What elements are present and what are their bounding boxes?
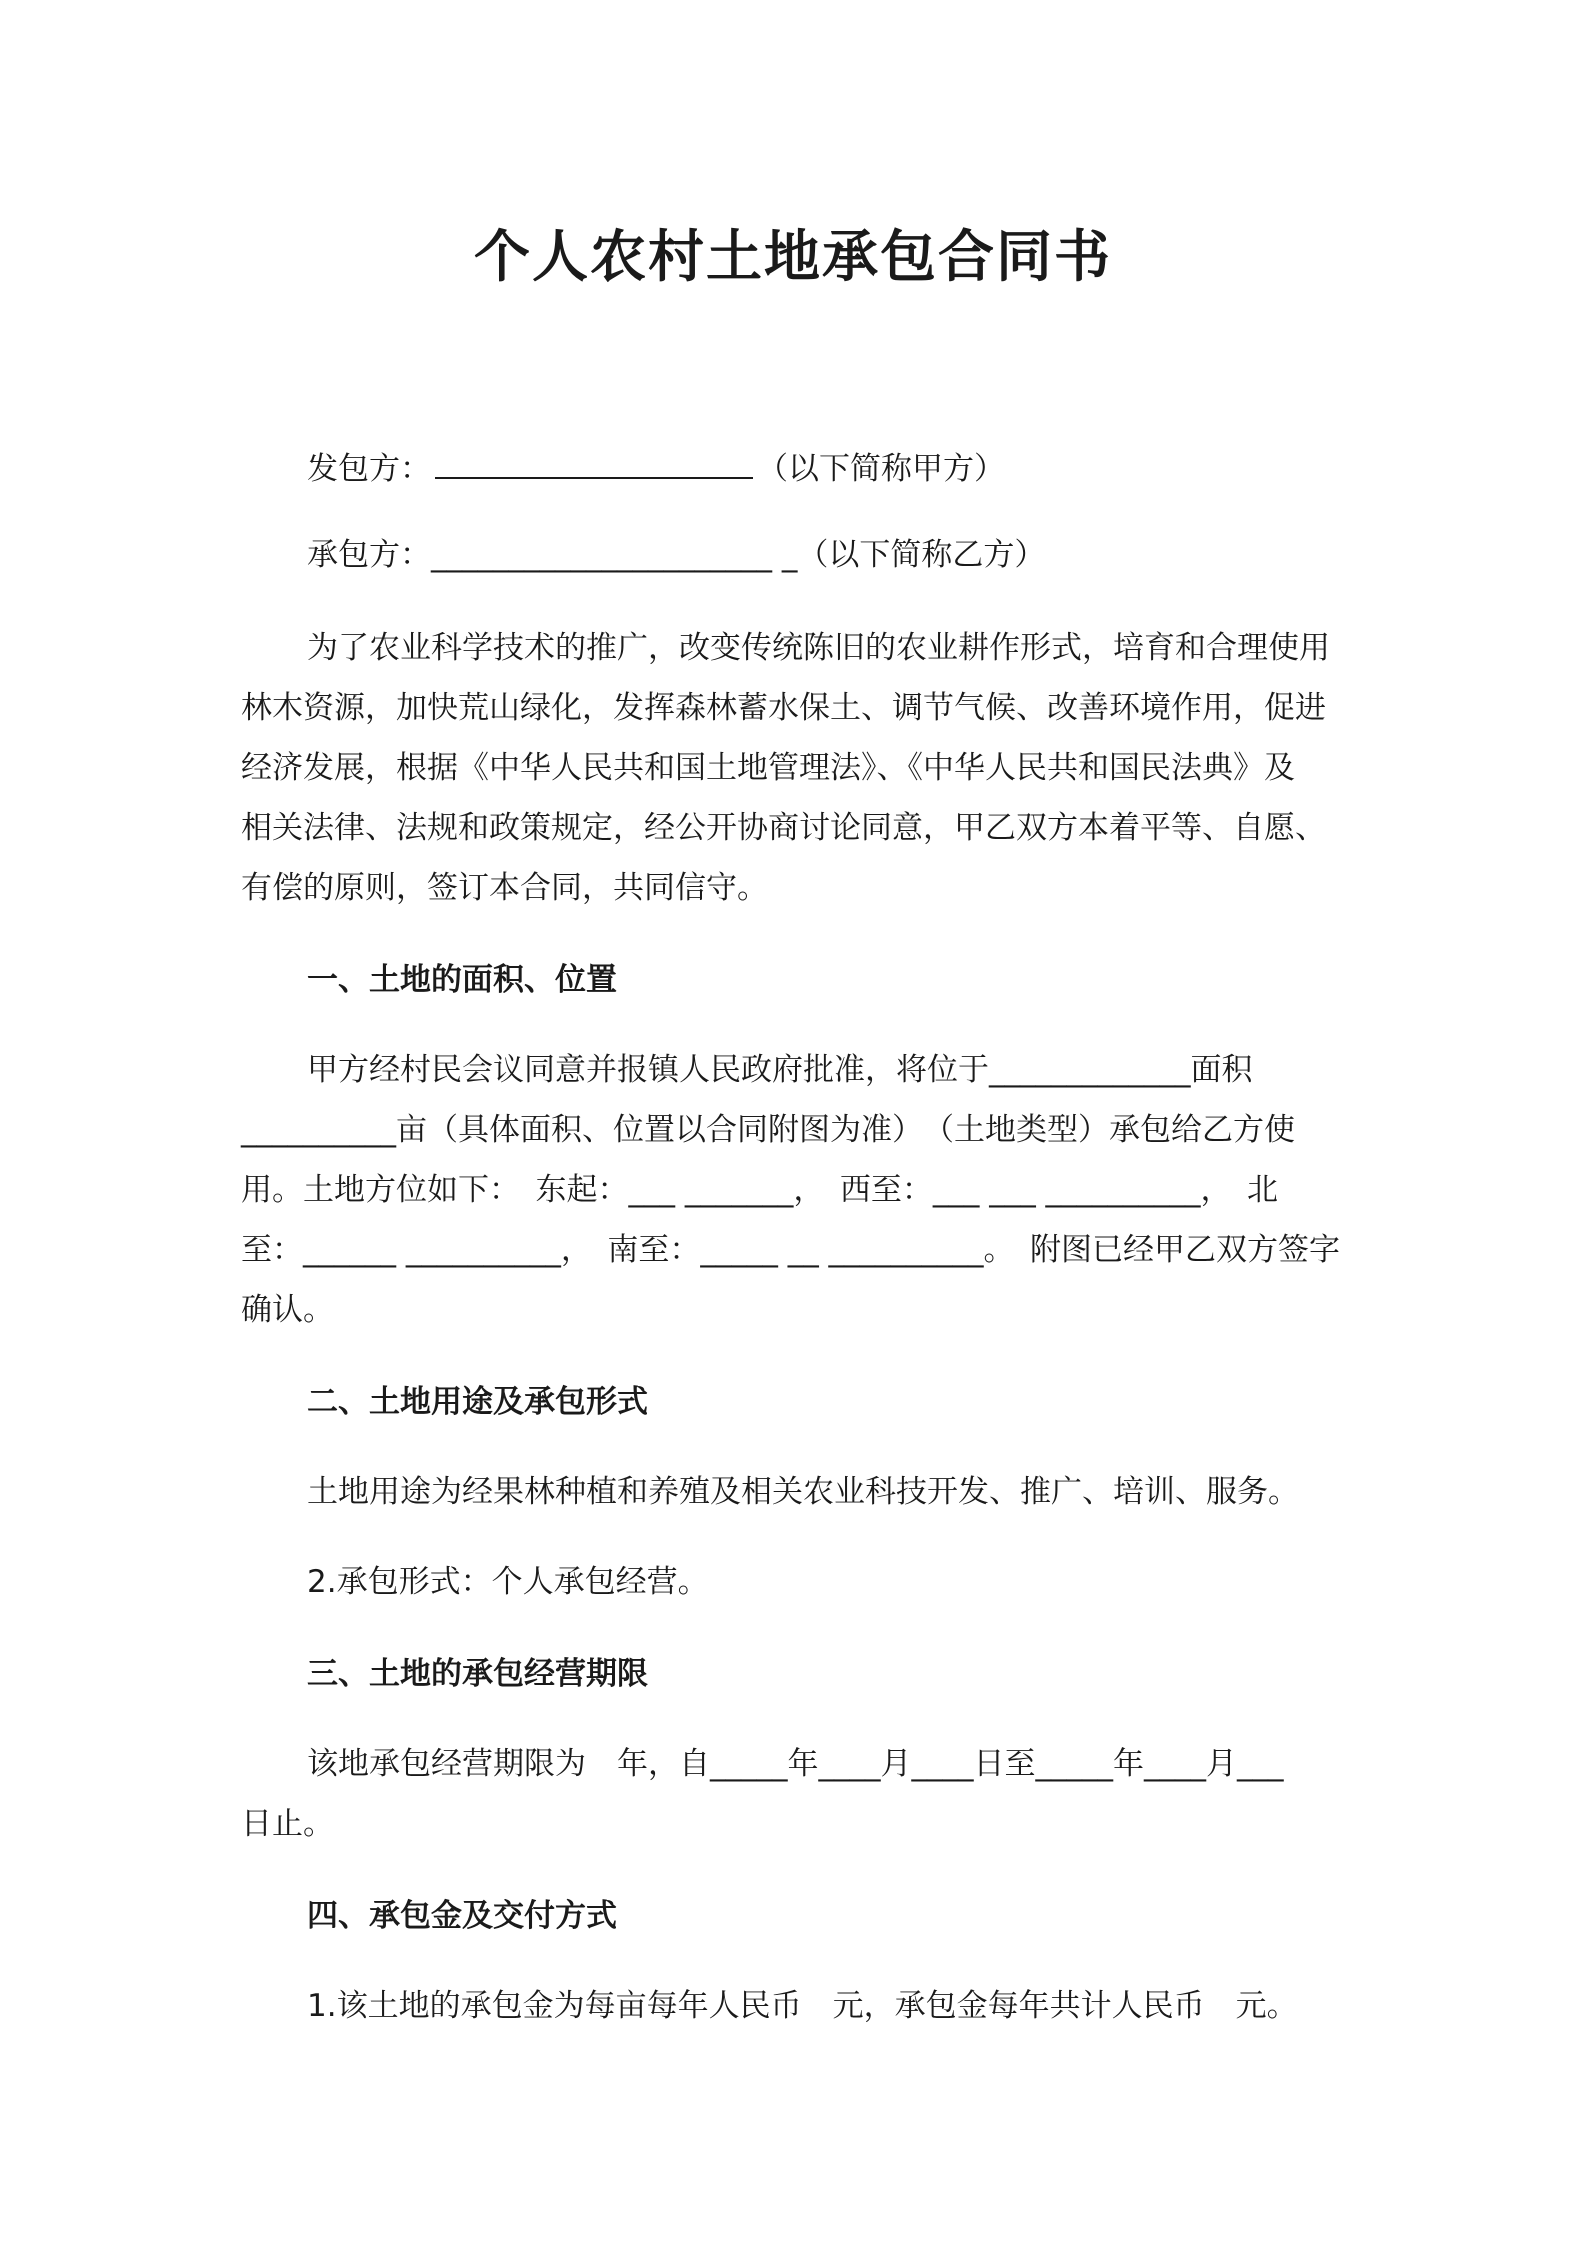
section-heading: 四、承包金及交付方式 — [307, 1898, 617, 1934]
section-line: 甲方经村民会议同意并报镇人民政府批准，将位于_____________面积 — [307, 1052, 1253, 1088]
section-line: 土地用途为经果林种植和养殖及相关农业科技开发、推广、培训、服务。 — [307, 1474, 1299, 1510]
section-line: __________亩（具体面积、位置以合同附图为准） （土地类型）承包给乙方使 — [241, 1112, 1295, 1148]
section-line: 至：______ __________， 南至：_____ __ __________。 附图已经甲乙双方签字 — [241, 1232, 1341, 1268]
party-b-note: （以下简称乙方） — [797, 537, 1046, 573]
party-a-label: 发包方： — [307, 451, 431, 487]
preamble-line: 经济发展，根据《中华人民共和国土地管理法》、《中华人民共和国民法典》及 — [241, 750, 1295, 786]
page-title: 个人农村土地承包合同书 — [474, 225, 1112, 290]
preamble-line: 为了农业科学技术的推广，改变传统陈旧的农业耕作形式，培育和合理使用 — [307, 630, 1330, 666]
section-line: 1.该土地的承包金为每亩每年人民币 元，承包金每年共计人民币 元。 — [307, 1988, 1298, 2024]
section-heading: 三、土地的承包经营期限 — [307, 1656, 648, 1692]
party-a-line — [307, 445, 1353, 491]
section-heading: 一、土地的面积、位置 — [307, 962, 617, 998]
party-b-blank: ______________________ _ — [431, 537, 798, 573]
section-line: 该地承包经营期限为 年，自_____年____月____日至_____年____月___ — [307, 1746, 1284, 1782]
party-a-blank — [435, 445, 753, 479]
preamble-line: 相关法律、法规和政策规定，经公开协商讨论同意，甲乙双方本着平等、自愿、 — [241, 810, 1326, 846]
section-line: 用。土地方位如下： 东起：___ _______， 西至：___ ___ __________， 北 — [241, 1172, 1279, 1208]
section-heading: 二、土地用途及承包形式 — [307, 1384, 648, 1420]
section-line: 日止。 — [241, 1806, 334, 1842]
party-b-line — [307, 533, 1353, 577]
party-a-note: （以下简称甲方） — [757, 451, 1005, 487]
section-line: 确认。 — [241, 1292, 334, 1328]
preamble-line: 林木资源，加快荒山绿化，发挥森林蓄水保土、调节气候、改善环境作用，促进 — [241, 690, 1326, 726]
party-b-label: 承包方： — [307, 537, 431, 573]
section-line: 2.承包形式：个人承包经营。 — [307, 1564, 709, 1600]
preamble-line: 有偿的原则，签订本合同，共同信守。 — [241, 870, 768, 906]
